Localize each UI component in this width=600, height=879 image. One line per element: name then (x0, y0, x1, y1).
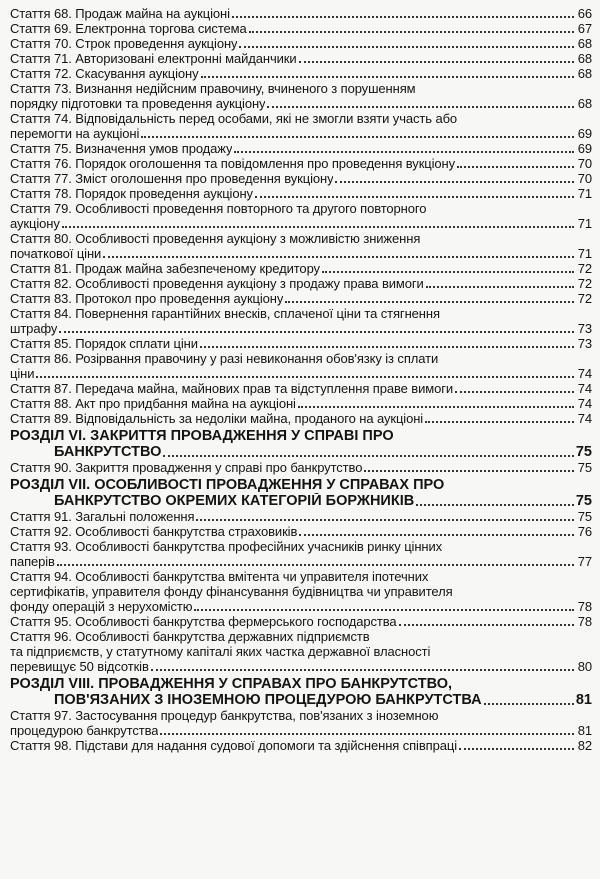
dot-leader (426, 284, 574, 288)
dot-leader (201, 74, 575, 78)
page-number: 76 (577, 524, 592, 539)
toc-article (10, 381, 592, 396)
toc-article (10, 141, 592, 156)
dot-leader (160, 731, 574, 735)
dot-leader (322, 269, 574, 273)
page-number: 75 (575, 493, 592, 509)
toc-article (10, 111, 592, 141)
dot-leader (335, 179, 574, 183)
toc-article (10, 396, 592, 411)
page-number: 68 (577, 36, 592, 51)
toc-article (10, 460, 592, 475)
dot-leader (62, 224, 574, 228)
toc-entry-text: Стаття 86. Розірвання правочину у разі невиконання обов'язку із сплати (10, 351, 439, 366)
toc-entry-text: штрафу (10, 321, 58, 336)
toc-entry-text: Стаття 85. Порядок сплати ціни (10, 336, 198, 351)
toc-section (10, 477, 592, 509)
page-number: 67 (577, 21, 592, 36)
toc-entry-text: Стаття 79. Особливості проведення повторного та другого повторного (10, 201, 427, 216)
page-number: 66 (577, 6, 592, 21)
toc-article (10, 51, 592, 66)
page-number: 68 (577, 51, 592, 66)
toc-article (10, 21, 592, 36)
toc-entry-text: Стаття 95. Особливості банкрутства фермерського господарства (10, 614, 397, 629)
toc-entry-text: Стаття 88. Акт про придбання майна на аукціоні (10, 396, 296, 411)
toc-article (10, 261, 592, 276)
toc-entry-text: Стаття 84. Повернення гарантійних внесків, сплаченої ціни та стягнення (10, 306, 440, 321)
page-number: 80 (577, 659, 592, 674)
dot-leader (457, 164, 574, 168)
toc-entry-text: Стаття 87. Передача майна, майнових прав та відступлення праве вимоги (10, 381, 454, 396)
toc-entry-text: Стаття 89. Відповідальність за недоліки майна, проданого на аукціоні (10, 411, 424, 426)
dot-leader (196, 517, 574, 521)
dot-leader (239, 44, 574, 48)
dot-leader (455, 389, 574, 393)
toc-entry-text: Стаття 92. Особливості банкрутства страховиків (10, 524, 298, 539)
page-number: 68 (577, 66, 592, 81)
toc-entry-text: Стаття 75. Визначення умов продажу (10, 141, 233, 156)
toc-article (10, 171, 592, 186)
toc-entry-text: БАНКРУТСТВО ОКРЕМИХ КАТЕГОРІЙ БОРЖНИКІВ (54, 493, 415, 509)
page-number: 78 (577, 614, 592, 629)
toc-article (10, 81, 592, 111)
dot-leader (364, 468, 574, 472)
dot-leader (234, 149, 574, 153)
toc-article (10, 629, 592, 674)
dot-leader (103, 254, 574, 258)
dot-leader (163, 453, 573, 457)
dot-leader (194, 607, 574, 611)
toc-entry-text: початкової ціни (10, 246, 102, 261)
page-number: 78 (577, 599, 592, 614)
toc-entry-text: РОЗДІЛ VIII. ПРОВАДЖЕННЯ У СПРАВАХ ПРО БАНКРУТСТВО, (10, 676, 453, 692)
page-number: 71 (577, 246, 592, 261)
page-number: 71 (577, 186, 592, 201)
toc-entry-text: БАНКРУТСТВО (54, 444, 162, 460)
toc-entry-text: сертифікатів, управителя фонду фінансування будівництва чи управителя (10, 584, 453, 599)
dot-leader (285, 299, 574, 303)
toc-article (10, 351, 592, 381)
dot-leader (36, 374, 574, 378)
toc-entry-text: Стаття 91. Загальні положення (10, 509, 195, 524)
toc-entry-text: Стаття 71. Авторизовані електронні майданчики (10, 51, 297, 66)
toc-entry-text: Стаття 74. Відповідальність перед особами, які не змогли взяти участь або (10, 111, 458, 126)
page-number: 69 (577, 126, 592, 141)
toc-article (10, 36, 592, 51)
page-number: 81 (575, 692, 592, 708)
toc-entry-text: Стаття 93. Особливості банкрутства професійних учасників ринку цінних (10, 539, 443, 554)
dot-leader (59, 329, 574, 333)
toc-entry-text: Стаття 68. Продаж майна на аукціоні (10, 6, 230, 21)
toc-entry-text: перевищує 50 відсотків (10, 659, 149, 674)
page-number: 74 (577, 366, 592, 381)
dot-leader (249, 29, 574, 33)
page-number: 74 (577, 381, 592, 396)
page-number: 75 (575, 444, 592, 460)
toc-article (10, 509, 592, 524)
page-number: 70 (577, 171, 592, 186)
toc-entry-text: РОЗДІЛ VI. ЗАКРИТТЯ ПРОВАДЖЕННЯ У СПРАВІ ПРО (10, 428, 394, 444)
toc-entry-text: паперів (10, 554, 55, 569)
page-number: 73 (577, 321, 592, 336)
page-number: 81 (577, 723, 592, 738)
page-number: 72 (577, 276, 592, 291)
toc-entry-text: Стаття 96. Особливості банкрутства державних підприємств (10, 629, 370, 644)
dot-leader (399, 622, 574, 626)
toc-article (10, 336, 592, 351)
toc-entry-text: Стаття 69. Електронна торгова система (10, 21, 247, 36)
toc-entry-text: Стаття 76. Порядок оголошення та повідомлення про проведення вукціону (10, 156, 456, 171)
toc-entry-text: Стаття 98. Підстави для надання судової допомоги та здійснення співпраці (10, 738, 457, 753)
dot-leader (299, 59, 574, 63)
dot-leader (459, 746, 574, 750)
toc-article (10, 186, 592, 201)
toc-section (10, 428, 592, 460)
dot-leader (151, 667, 574, 671)
page-number: 75 (577, 509, 592, 524)
toc-entry-text: Стаття 97. Застосування процедур банкрутства, пов'язаних з іноземною (10, 708, 439, 723)
page-number: 71 (577, 216, 592, 231)
toc-article (10, 6, 592, 21)
toc-entry-text: Стаття 73. Визнання недійсним правочину, вчиненого з порушенням (10, 81, 416, 96)
dot-leader (57, 562, 574, 566)
dot-leader (416, 502, 574, 506)
dot-leader (267, 104, 574, 108)
toc-entry-text: Стаття 90. Закриття провадження у справі про банкрутство (10, 460, 363, 475)
toc-entry-text: порядку підготовки та проведення аукціону (10, 96, 266, 111)
toc-entry-text: Стаття 70. Строк проведення аукціону (10, 36, 238, 51)
toc-entry-text: Стаття 83. Протокол про проведення аукціону (10, 291, 284, 306)
dot-leader (232, 14, 574, 18)
toc-entry-text: фонду операцій з нерухомістю (10, 599, 193, 614)
toc-entry-text: та підприємств, у статутному капіталі яких частка державної власності (10, 644, 431, 659)
toc-entry-text: ПОВ'ЯЗАНИХ З ІНОЗЕМНОЮ ПРОЦЕДУРОЮ БАНКРУТСТВА (54, 692, 482, 708)
toc-article (10, 66, 592, 81)
page-number: 74 (577, 396, 592, 411)
toc-entry-text: Стаття 94. Особливості банкрутства вмітента чи управителя іпотечних (10, 569, 429, 584)
dot-leader (484, 701, 574, 705)
page-number: 75 (577, 460, 592, 475)
dot-leader (425, 419, 574, 423)
toc-entry-text: Стаття 80. Особливості проведення аукціону з можливістю зниження (10, 231, 421, 246)
toc-article (10, 569, 592, 614)
toc-article (10, 708, 592, 738)
page-number: 69 (577, 141, 592, 156)
dot-leader (298, 404, 574, 408)
toc-article (10, 306, 592, 336)
page-number: 74 (577, 411, 592, 426)
page-number: 77 (577, 554, 592, 569)
toc-article (10, 276, 592, 291)
page-number: 82 (577, 738, 592, 753)
toc-entry-text: Стаття 81. Продаж майна забезпеченому кредитору (10, 261, 320, 276)
toc-article (10, 614, 592, 629)
toc-entry-text: Стаття 77. Зміст оголошення про проведення вукціону (10, 171, 334, 186)
dot-leader (255, 194, 574, 198)
toc-entry-text: ціни (10, 366, 35, 381)
toc-entry-text: Стаття 72. Скасування аукціону (10, 66, 199, 81)
toc-entry-text: Стаття 82. Особливості проведення аукціону з продажу права вимоги (10, 276, 424, 291)
toc-article (10, 738, 592, 753)
toc-entry-text: РОЗДІЛ VII. ОСОБЛИВОСТІ ПРОВАДЖЕННЯ У СПРАВАХ ПРО (10, 477, 445, 493)
toc-entry-text: процедурою банкрутства (10, 723, 159, 738)
page-number: 70 (577, 156, 592, 171)
toc-entry-text: Стаття 78. Порядок проведення аукціону (10, 186, 253, 201)
page-number: 68 (577, 96, 592, 111)
toc-article (10, 291, 592, 306)
toc-section (10, 676, 592, 708)
dot-leader (299, 532, 574, 536)
toc-entry-text: перемогти на аукціоні (10, 126, 140, 141)
page-number: 72 (577, 261, 592, 276)
toc-article (10, 539, 592, 569)
toc-article (10, 156, 592, 171)
page-number: 72 (577, 291, 592, 306)
dot-leader (200, 344, 574, 348)
toc-article (10, 411, 592, 426)
toc-entry-text: аукціону (10, 216, 60, 231)
toc-article (10, 524, 592, 539)
toc-article (10, 231, 592, 261)
page-number: 73 (577, 336, 592, 351)
toc-article (10, 201, 592, 231)
dot-leader (141, 134, 574, 138)
